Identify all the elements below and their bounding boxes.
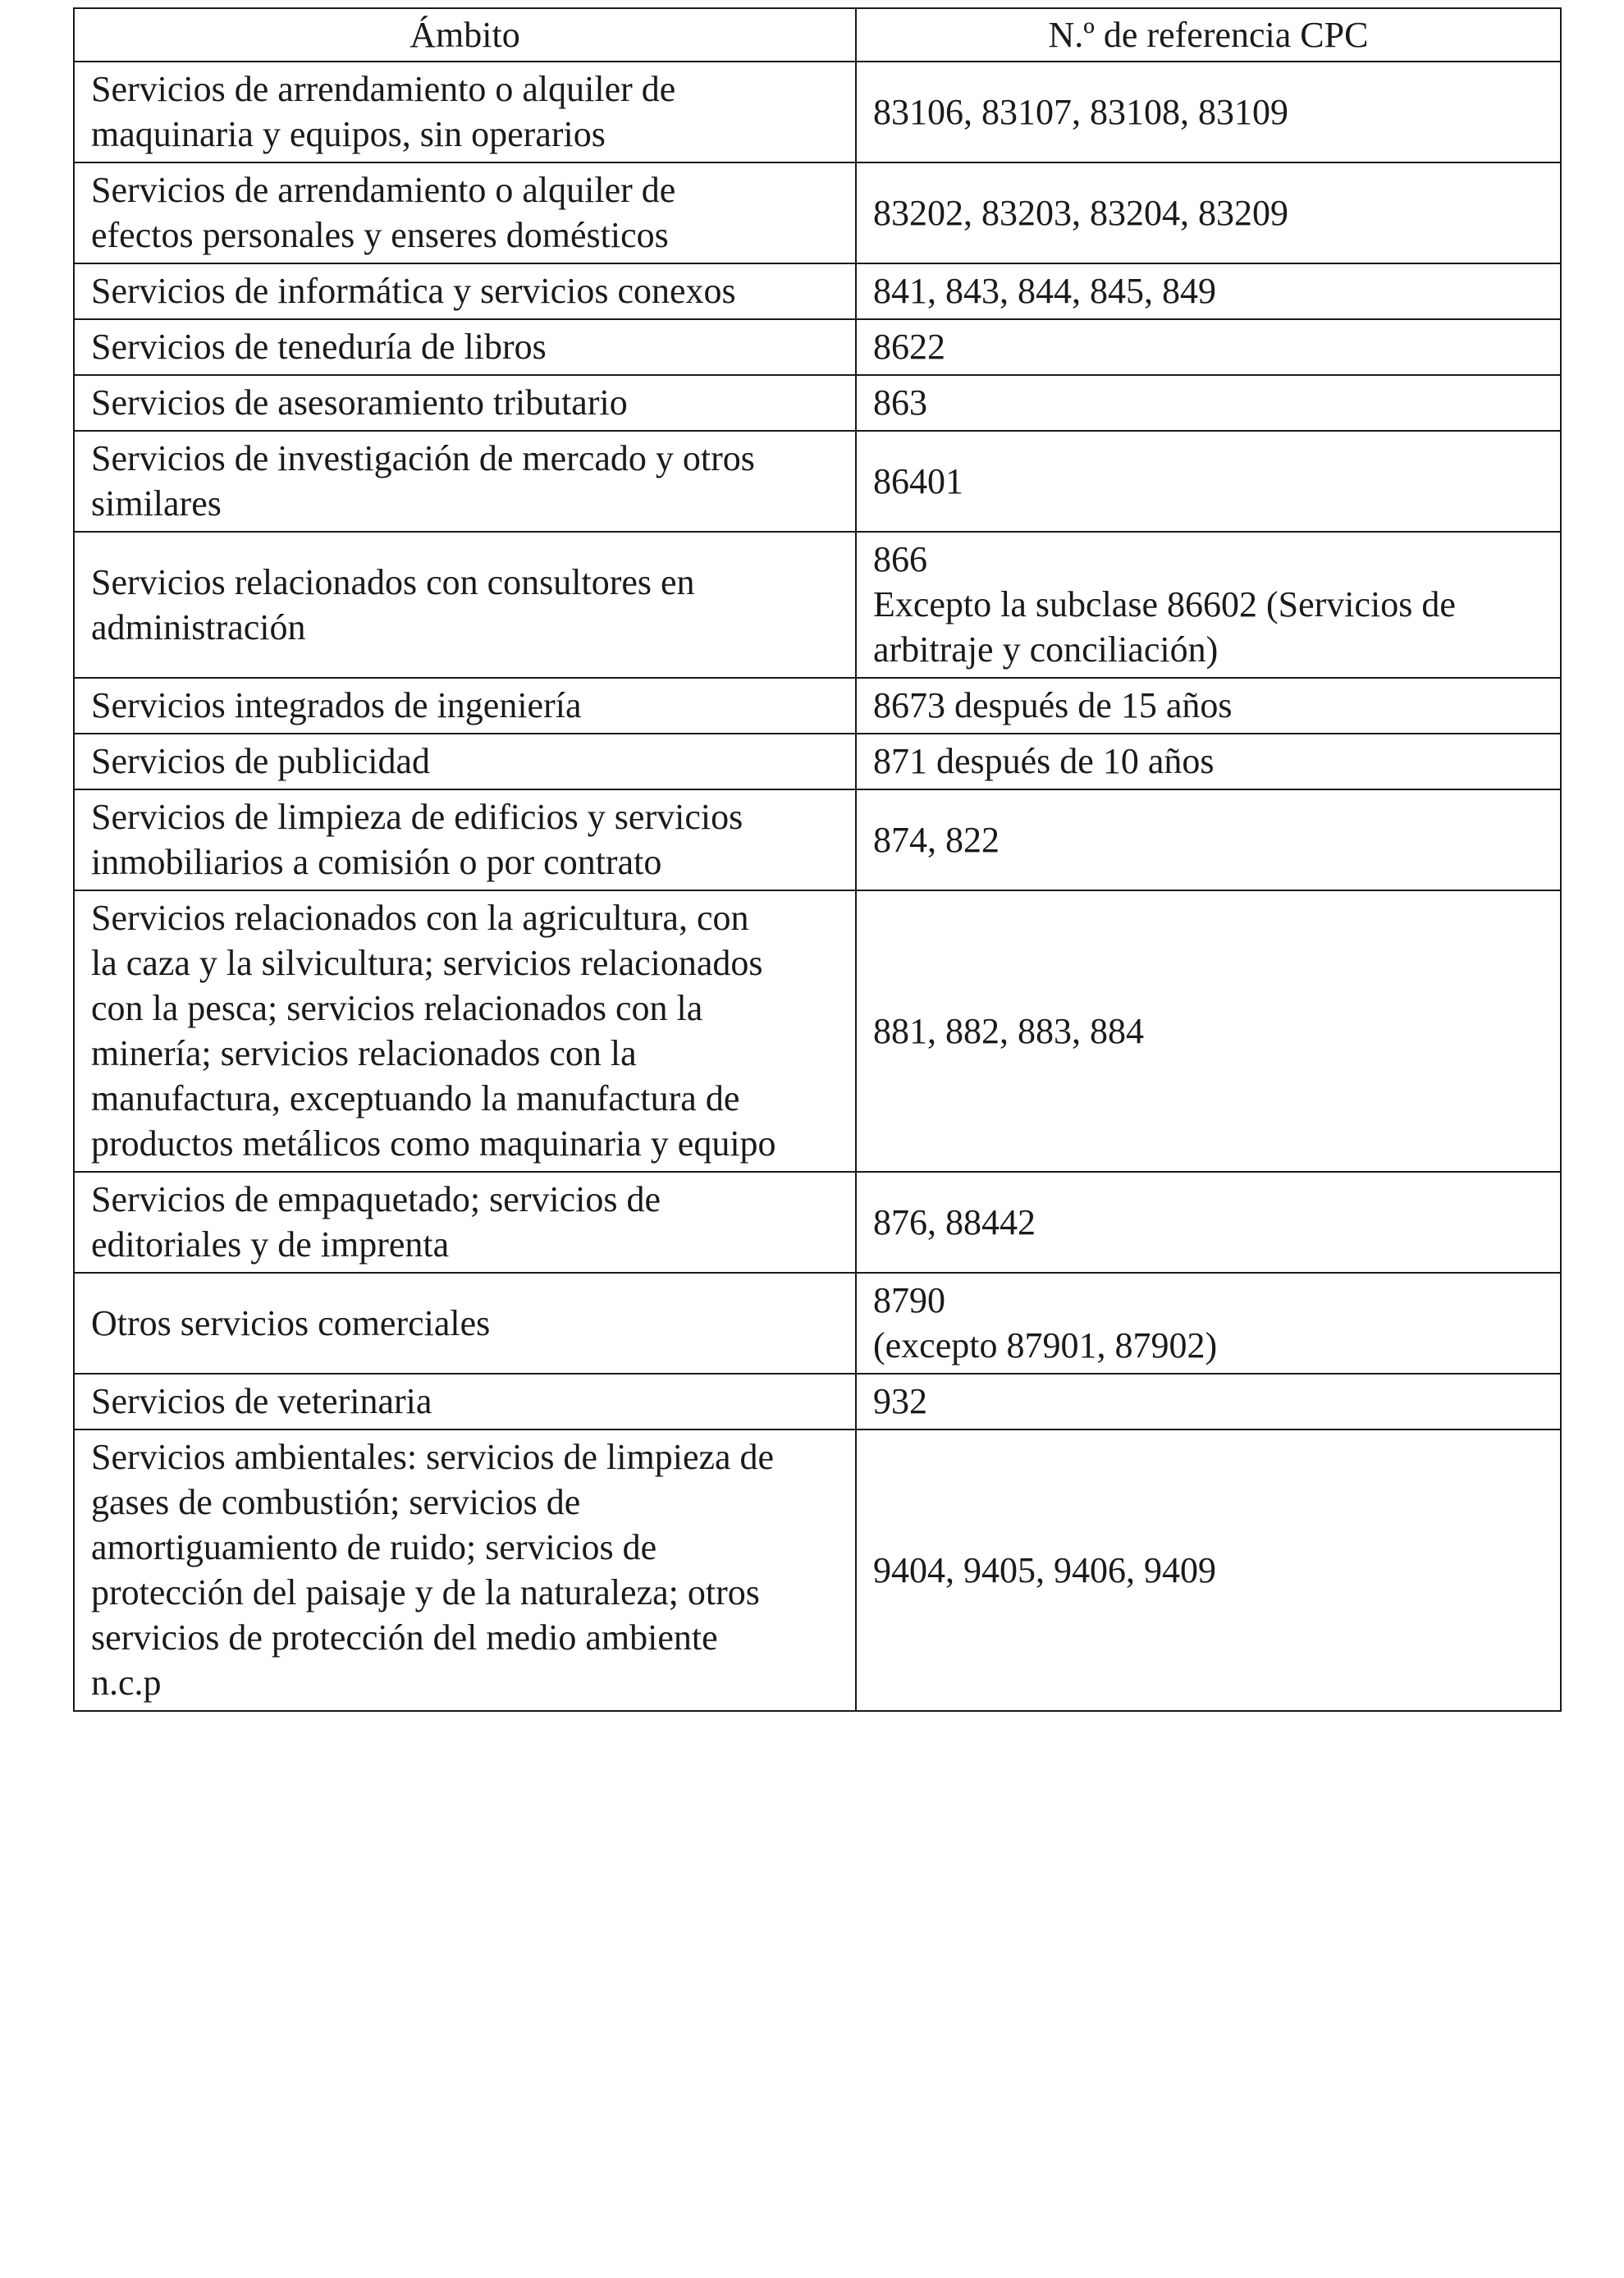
header-ambito: Ámbito — [74, 8, 856, 62]
ambito-cell-line: protección del paisaje y de la naturaleza; otros — [91, 1572, 760, 1612]
ambito-cell-line: Servicios de publicidad — [91, 741, 431, 781]
ambito-cell — [74, 1273, 856, 1374]
cpc-reference-cell — [856, 62, 1561, 162]
cpc-reference-cell — [856, 789, 1561, 890]
cpc-reference-cell — [856, 734, 1561, 789]
cpc-reference-cell — [856, 1172, 1561, 1273]
ambito-cell-line: Servicios de arrendamiento o alquiler de — [91, 170, 676, 210]
table-row — [74, 1273, 1561, 1374]
ambito-cell-line: Servicios de empaquetado; servicios de — [91, 1179, 661, 1219]
table-row — [74, 1429, 1561, 1711]
cpc-reference-cell-line: 9404, 9405, 9406, 9409 — [873, 1549, 1216, 1590]
table-row — [74, 319, 1561, 375]
cpc-reference-cell-line: 8673 después de 15 años — [873, 685, 1233, 725]
cpc-reference-cell-line: 863 — [873, 382, 927, 423]
cpc-reference-cell-line: 8790 — [873, 1280, 945, 1320]
ambito-cell — [74, 890, 856, 1172]
ambito-cell — [74, 789, 856, 890]
table-row — [74, 890, 1561, 1172]
table-body — [74, 62, 1561, 1711]
ambito-cell — [74, 1172, 856, 1273]
ambito-cell — [74, 1374, 856, 1429]
ambito-cell — [74, 734, 856, 789]
ambito-cell-line: inmobiliarios a comisión o por contrato — [91, 842, 662, 882]
cpc-reference-cell-line: Excepto la subclase 86602 (Servicios de — [873, 584, 1456, 624]
cpc-reference-cell — [856, 678, 1561, 734]
ambito-cell-line: Servicios de teneduría de libros — [91, 327, 547, 367]
ambito-cell-line: Servicios integrados de ingeniería — [91, 685, 582, 725]
ambito-cell-line: Servicios de veterinaria — [91, 1381, 432, 1421]
ambito-cell-line: manufactura, exceptuando la manufactura de — [91, 1078, 740, 1118]
ambito-cell-line: Servicios de arrendamiento o alquiler de — [91, 69, 676, 109]
cpc-reference-cell — [856, 1429, 1561, 1711]
table-row — [74, 789, 1561, 890]
ambito-cell — [74, 263, 856, 319]
ambito-cell-line: productos metálicos como maquinaria y equipo — [91, 1123, 776, 1164]
ambito-cell-line: con la pesca; servicios relacionados con la — [91, 988, 703, 1028]
ambito-cell-line: servicios de protección del medio ambiente — [91, 1617, 718, 1658]
ambito-cell-line: similares — [91, 483, 222, 524]
ambito-cell-line: Servicios de limpieza de edificios y servicios — [91, 797, 743, 837]
cpc-reference-cell-line: 881, 882, 883, 884 — [873, 1010, 1144, 1051]
table-row — [74, 678, 1561, 734]
ambito-cell — [74, 1429, 856, 1711]
ambito-cell — [74, 319, 856, 375]
cpc-reference-cell-line: 866 — [873, 539, 927, 579]
cpc-reference-cell — [856, 375, 1561, 431]
ambito-cell-line: Servicios de asesoramiento tributario — [91, 382, 628, 423]
ambito-cell — [74, 375, 856, 431]
ambito-cell-line: la caza y la silvicultura; servicios relacionados — [91, 943, 763, 983]
table-row — [74, 375, 1561, 431]
table-row — [74, 162, 1561, 263]
cpc-reference-cell — [856, 319, 1561, 375]
cpc-reference-cell-line: 83202, 83203, 83204, 83209 — [873, 192, 1288, 233]
ambito-cell-line: gases de combustión; servicios de — [91, 1482, 581, 1522]
ambito-cell-line: Servicios relacionados con consultores en — [91, 561, 695, 602]
ambito-cell-line: Servicios de informática y servicios conexos — [91, 271, 736, 311]
cpc-reference-cell — [856, 431, 1561, 532]
ambito-cell-line: administración — [91, 606, 306, 647]
document-page — [73, 7, 1560, 1712]
cpc-reference-cell-line: 86401 — [873, 460, 963, 501]
cpc-reference-cell — [856, 1273, 1561, 1374]
cpc-reference-cell-line: 876, 88442 — [873, 1201, 1036, 1242]
table-row — [74, 62, 1561, 162]
ambito-cell-line: n.c.p — [91, 1663, 162, 1703]
table-row — [74, 1374, 1561, 1429]
cpc-reference-cell — [856, 890, 1561, 1172]
cpc-reference-table — [73, 7, 1562, 1712]
cpc-reference-cell — [856, 1374, 1561, 1429]
table-row — [74, 263, 1561, 319]
cpc-reference-cell-line: 83106, 83107, 83108, 83109 — [873, 91, 1288, 132]
ambito-cell — [74, 62, 856, 162]
table-row — [74, 532, 1561, 678]
ambito-cell-line: maquinaria y equipos, sin operarios — [91, 114, 606, 154]
table-header-row — [74, 8, 1561, 62]
ambito-cell-line: editoriales y de imprenta — [91, 1224, 450, 1265]
cpc-reference-cell-line: (excepto 87901, 87902) — [873, 1325, 1218, 1365]
cpc-reference-cell-line: 874, 822 — [873, 819, 1000, 860]
ambito-cell — [74, 532, 856, 678]
ambito-cell-line: Servicios de investigación de mercado y otros — [91, 438, 755, 478]
cpc-reference-cell — [856, 162, 1561, 263]
cpc-reference-cell-line: arbitraje y conciliación) — [873, 629, 1219, 670]
ambito-cell-line: Servicios ambientales: servicios de limpieza de — [91, 1437, 775, 1477]
cpc-reference-cell-line: 8622 — [873, 327, 945, 367]
ambito-cell-line: amortiguamiento de ruido; servicios de — [91, 1527, 657, 1567]
table-row — [74, 734, 1561, 789]
ambito-cell — [74, 678, 856, 734]
cpc-reference-cell — [856, 532, 1561, 678]
cpc-reference-cell — [856, 263, 1561, 319]
ambito-cell — [74, 431, 856, 532]
ambito-cell-line: efectos personales y enseres domésticos — [91, 215, 669, 255]
cpc-reference-cell-line: 871 después de 10 años — [873, 741, 1215, 781]
ambito-cell-line: minería; servicios relacionados con la — [91, 1033, 637, 1073]
cpc-reference-cell-line: 932 — [873, 1381, 927, 1421]
ambito-cell — [74, 162, 856, 263]
header-cpc-reference: N.º de referencia CPC — [856, 8, 1561, 62]
table-row — [74, 431, 1561, 532]
cpc-reference-cell-line: 841, 843, 844, 845, 849 — [873, 271, 1216, 311]
ambito-cell-line: Otros servicios comerciales — [91, 1302, 491, 1343]
table-row — [74, 1172, 1561, 1273]
ambito-cell-line: Servicios relacionados con la agricultura, con — [91, 898, 749, 938]
